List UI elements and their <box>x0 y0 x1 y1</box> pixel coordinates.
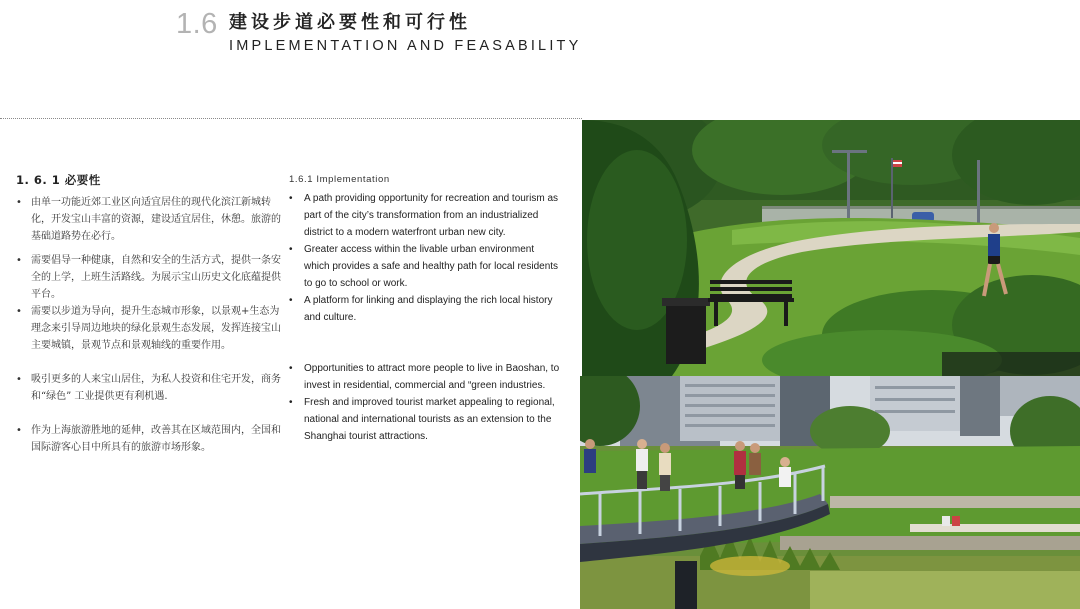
cn-item: • 需要倡导一种健康，自然和安全的生活方式，提供一条安全的上学，上班生活路线。为展示宝山历史文化底蕴提供平台。 <box>16 252 286 303</box>
section-number: 1.6 <box>176 8 218 40</box>
en-list-bottom <box>289 360 561 445</box>
dotted-divider <box>0 118 582 119</box>
cn-list <box>16 194 286 456</box>
cn-heading: 1. 6. 1 必要性 <box>16 173 101 187</box>
cn-item: • 吸引更多的人来宝山居住，为私人投资和住宅开发，商务和“绿色” 工业提供更有利机遇. <box>16 371 286 422</box>
en-item: • Opportunities to attract more people to live in Baoshan, to invest in residential, commercial and “green industries. <box>289 360 561 394</box>
cn-item: • 需要以步道为导向，提升生态城市形象，以景观+生态为理念来引导周边地块的绿化景观生态发展，发挥连接宝山主要城镇，景观节点和景观轴线的重要作用。 <box>16 303 286 371</box>
page-title-cn: 建设步道必要性和可行性 <box>229 12 471 33</box>
spacer <box>289 326 561 360</box>
en-heading: 1.6.1 Implementation <box>289 174 390 185</box>
en-item: • A platform for linking and displaying the rich local history and culture. <box>289 292 561 326</box>
bridge-waterfront-photo <box>580 376 1080 609</box>
park-path-photo <box>582 120 1080 376</box>
cn-item: • 由单一功能近郊工业区向适宜居住的现代化滨江新城转化，开发宝山丰富的资源，建设适宜居住，休憩。旅游的基础道路势在必行。 <box>16 194 286 252</box>
cn-item: • 作为上海旅游胜地的延伸，改善其在区域范围内，全国和国际游客心目中所具有的旅游市场形象。 <box>16 422 286 456</box>
en-list-top <box>289 190 561 326</box>
page-title-en: IMPLEMENTATION AND FEASABILITY <box>229 38 582 54</box>
en-item: • Greater access within the livable urban environment which provides a safe and healthy path for local residents to go to school or work. <box>289 241 561 292</box>
en-column <box>289 174 561 445</box>
en-item: • Fresh and improved tourist market appealing to regional, national and international tourists as an extension to the Shanghai tourist attractions. <box>289 394 561 445</box>
en-item: • A path providing opportunity for recreation and tourism as part of the city’s transformation from an industrialized district to a modern waterfront urban new city. <box>289 190 561 241</box>
cn-column <box>16 172 286 456</box>
